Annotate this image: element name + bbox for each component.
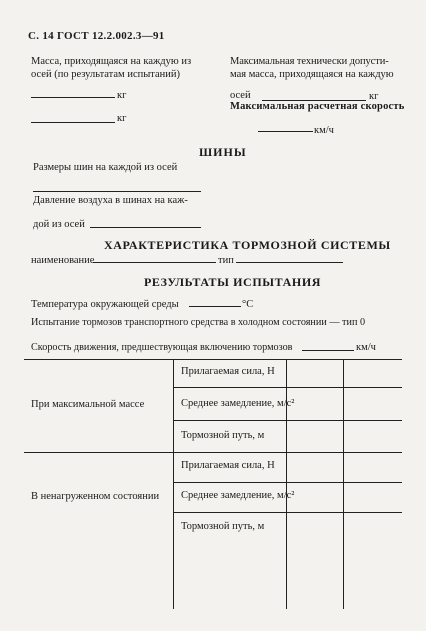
row-mean-deceleration: Среднее замедление, м/с² — [181, 398, 295, 409]
speed-before-braking-label: Скорость движения, предшествующая включению тормозов — [31, 342, 293, 353]
brake-name-label: наименование — [31, 255, 95, 266]
brake-type-label: тип — [218, 255, 234, 266]
unit-kg-2: кг — [117, 113, 127, 124]
mass-axle2-field[interactable] — [31, 122, 115, 123]
axle-label: осей — [230, 90, 251, 101]
temperature-unit: °С — [242, 299, 254, 310]
tire-pressure-field[interactable] — [90, 227, 201, 228]
row-braking-distance: Тормозной путь, м — [181, 521, 265, 532]
temperature-field[interactable] — [189, 306, 241, 307]
results-heading: РЕЗУЛЬТАТЫ ИСПЫТАНИЯ — [144, 275, 322, 289]
tire-sizes-field[interactable] — [33, 191, 201, 192]
max-speed-label: Максимальная расчетная скорость — [230, 101, 405, 112]
brake-type-field[interactable] — [236, 262, 343, 263]
unit-kg-1: кг — [117, 90, 127, 101]
max-mass-label-line2: мая масса, приходящаяся на каждую — [230, 69, 394, 80]
speed-before-braking-field[interactable] — [302, 350, 354, 351]
tire-sizes-label: Размеры шин на каждой из осей — [33, 162, 178, 173]
row-applied-force: Прилагаемая сила, Н — [181, 366, 275, 377]
temperature-label: Температура окружающей среды — [31, 299, 179, 310]
max-speed-field[interactable] — [258, 131, 313, 132]
cell-input[interactable] — [344, 360, 401, 608]
row-mean-deceleration: Среднее замедление, м/с² — [181, 490, 295, 501]
cell-input[interactable] — [287, 360, 342, 608]
brake-name-field[interactable] — [93, 262, 216, 263]
cold-test-label: Испытание тормозов транспортного средства в холодном состоянии — тип 0 — [31, 317, 366, 328]
unit-kg-3: кг — [369, 91, 379, 102]
table-column-divider — [173, 359, 174, 609]
tire-pressure-line2: дой из осей — [33, 219, 85, 230]
tires-heading: ШИНЫ — [199, 145, 247, 159]
max-mass-label-line1: Максимальная технически допусти- — [230, 56, 389, 67]
speed-before-braking-unit: км/ч — [356, 342, 376, 353]
mass-label-line2: осей (по результатам испытаний) — [31, 69, 181, 80]
mass-axle1-field[interactable] — [31, 97, 115, 98]
group-label-unladen: В ненагруженном состоянии — [31, 491, 160, 502]
page-reference: С. 14 ГОСТ 12.2.002.3—91 — [28, 30, 165, 42]
unit-speed: км/ч — [314, 125, 334, 136]
tire-pressure-line1: Давление воздуха в шинах на каж- — [33, 195, 188, 206]
brake-system-heading: ХАРАКТЕРИСТИКА ТОРМОЗНОЙ СИСТЕМЫ — [104, 238, 391, 252]
group-label-max-mass: При максимальной массе — [31, 399, 145, 410]
row-braking-distance: Тормозной путь, м — [181, 430, 265, 441]
mass-label-line1: Масса, приходящаяся на каждую из — [31, 56, 192, 67]
row-applied-force: Прилагаемая сила, Н — [181, 460, 275, 471]
